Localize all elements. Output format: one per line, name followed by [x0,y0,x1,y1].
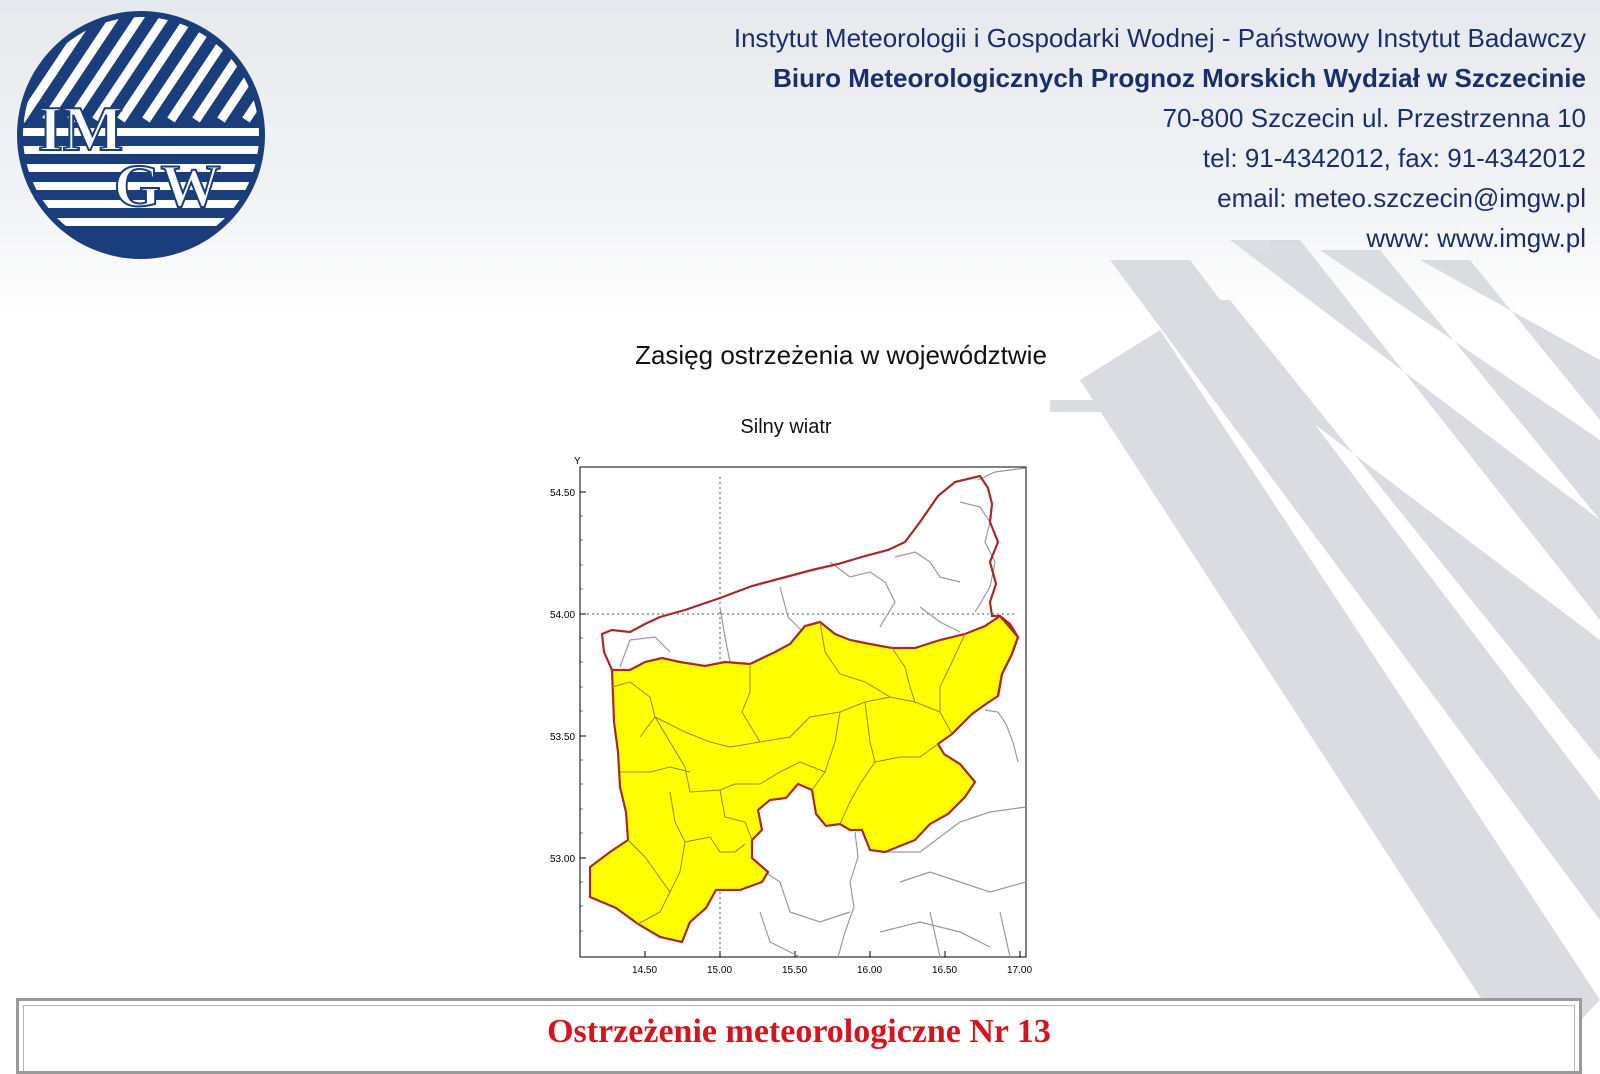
y-tick-label: 54.50 [550,488,576,499]
y-tick-label: 53.00 [550,854,576,865]
x-tick-label: 16.00 [857,965,883,976]
y-tick-label: 53.50 [550,732,576,743]
logo-text-im: IM [38,93,124,164]
warning-map-panel [520,412,1100,1000]
bulletin-title: Ostrzeżenie meteorologiczne Nr 13 [547,1013,1051,1050]
x-tick-label: 15.00 [707,965,733,976]
logo-text-gw: GW [114,153,221,219]
x-tick-label: 14.50 [632,965,658,976]
bulletin-header-box [16,998,1582,1074]
x-tick-label: 17.00 [1007,965,1033,976]
address: 70-800 Szczecin ul. Przestrzenna 10 [1162,103,1586,133]
email-address: email: meteo.szczecin@imgw.pl [1217,183,1586,213]
x-tick-label: 16.50 [932,965,958,976]
y-axis-label: Y [574,456,581,467]
y-tick-label: 54.00 [550,610,576,621]
header-contact-block [486,18,1586,258]
map-title: Silny wiatr [740,416,832,438]
imgw-logo [16,10,266,260]
office-name: Biuro Meteorologicznych Prognoz Morskich Wydział w Szczecinie [773,63,1586,93]
section-title: Zasięg ostrzeżenia w województwie [635,340,1047,370]
website: www: www.imgw.pl [1366,223,1586,253]
x-tick-label: 15.50 [782,965,808,976]
warning-map [520,412,1100,1000]
phone-fax: tel: 91-4342012, fax: 91-4342012 [1202,143,1586,173]
institute-name: Instytut Meteorologii i Gospodarki Wodnej - Państwowy Instytut Badawczy [733,23,1586,53]
